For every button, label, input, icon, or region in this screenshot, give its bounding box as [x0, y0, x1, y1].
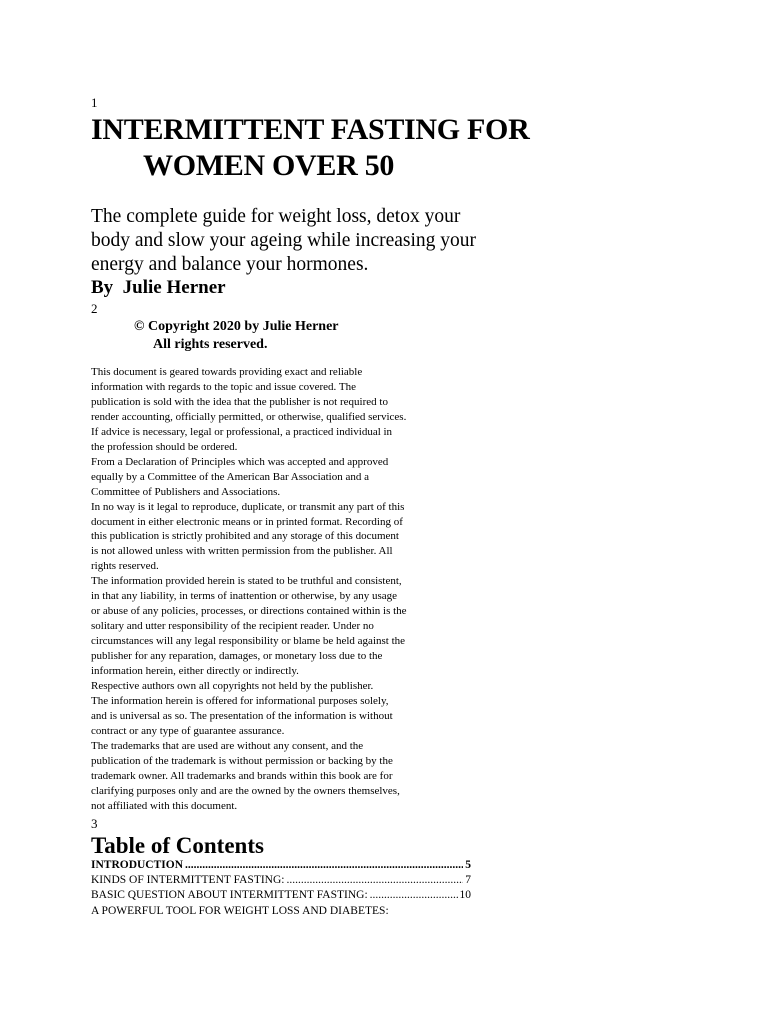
table-of-contents — [91, 858, 471, 919]
disclaimer-line: the profession should be ordered. — [91, 440, 238, 453]
book-title-line-2: WOMEN OVER 50 — [143, 149, 395, 182]
disclaimer-line: The trademarks that are used are without any consent, and the — [91, 739, 364, 752]
disclaimer-line: circumstances will any legal responsibility or blame be held against the — [91, 635, 406, 648]
page-number: 1 — [91, 95, 98, 110]
disclaimer-line: information herein, either directly or indirectly. — [91, 665, 299, 678]
disclaimer-line: publisher for any reparation, damages, or monetary loss due to the — [91, 650, 383, 663]
disclaimer-line: solitary and utter responsibility of the recipient reader. Under no — [91, 620, 374, 633]
legal-disclaimer — [91, 365, 461, 814]
disclaimer-line: Respective authors own all copyrights not held by the publisher. — [91, 680, 374, 693]
toc-entry-powerful-tool[interactable] — [91, 904, 471, 919]
disclaimer-line: is not allowed unless with written permission from the publisher. All — [91, 545, 393, 558]
disclaimer-line: render accounting, officially permitted, or otherwise, qualified services. — [91, 410, 407, 423]
disclaimer-line: document in either electronic means or in printed format. Recording of — [91, 515, 403, 528]
disclaimer-line: publication is sold with the idea that the publisher is not required to — [91, 395, 388, 408]
book-title-line-1: INTERMITTENT FASTING FOR — [91, 113, 530, 146]
disclaimer-line: contract or any type of guarantee assurance. — [91, 724, 285, 737]
copyright-notice — [134, 318, 339, 354]
disclaimer-line: and is universal as so. The presentation of the information is without — [91, 709, 393, 722]
disclaimer-line: equally by a Committee of the American Bar Association and a — [91, 470, 369, 483]
rights-reserved: All rights reserved. — [153, 337, 268, 352]
disclaimer-line: Committee of Publishers and Associations. — [91, 485, 281, 498]
disclaimer-line: This document is geared towards providing exact and reliable — [91, 366, 363, 378]
toc-entry-page: 5 — [465, 859, 471, 871]
copyright-line: © Copyright 2020 by Julie Herner — [134, 319, 339, 334]
toc-entry-label: A POWERFUL TOOL FOR WEIGHT LOSS AND DIABETES: — [91, 904, 389, 917]
toc-entry-label: BASIC QUESTION ABOUT INTERMITTENT FASTING: — [91, 889, 368, 902]
page-number: 3 — [91, 816, 98, 831]
subtitle-line: body and slow your ageing while increasing your — [91, 230, 477, 251]
disclaimer-line: From a Declaration of Principles which was accepted and approved — [91, 455, 389, 468]
toc-entry-basic-question[interactable] — [91, 888, 471, 903]
disclaimer-line: In no way is it legal to reproduce, duplicate, or transmit any part of this — [91, 500, 405, 513]
disclaimer-line: The information provided herein is stated to be truthful and consistent, — [91, 575, 402, 588]
toc-entry-introduction[interactable] — [91, 858, 471, 873]
disclaimer-line: this publication is strictly prohibited and any storage of this document — [91, 530, 399, 543]
toc-leader-dots — [286, 873, 463, 888]
disclaimer-line: in that any liability, in terms of inattention or otherwise, by any usage — [91, 590, 397, 603]
disclaimer-line: clarifying purposes only and are the owned by the owners themselves, — [91, 784, 400, 797]
book-subtitle — [91, 205, 511, 277]
subtitle-line: energy and balance your hormones. — [91, 254, 369, 275]
page-number: 2 — [91, 301, 98, 316]
toc-entry-label: INTRODUCTION — [91, 859, 184, 871]
author-byline: By Julie Herner — [91, 277, 226, 298]
toc-entry-label: KINDS OF INTERMITTENT FASTING: — [91, 874, 285, 887]
disclaimer-line: information with regards to the topic and issue covered. The — [91, 380, 356, 393]
disclaimer-line: rights reserved. — [91, 560, 159, 573]
toc-heading: Table of Contents — [91, 833, 264, 858]
disclaimer-line: not affiliated with this document. — [91, 799, 238, 812]
toc-entry-kinds[interactable] — [91, 873, 471, 888]
subtitle-line: The complete guide for weight loss, detox your — [91, 206, 461, 227]
toc-leader-dots — [185, 858, 463, 873]
disclaimer-line: or abuse of any policies, processes, or directions contained within is the — [91, 605, 407, 618]
book-title — [91, 112, 529, 184]
toc-entry-page: 7 — [465, 874, 471, 887]
disclaimer-line: If advice is necessary, legal or professional, a practiced individual in — [91, 425, 393, 438]
disclaimer-line: The information herein is offered for informational purposes solely, — [91, 694, 389, 707]
disclaimer-line: publication of the trademark is without permission or backing by the — [91, 754, 393, 767]
toc-leader-dots — [370, 888, 458, 903]
disclaimer-line: trademark owner. All trademarks and brands within this book are for — [91, 769, 393, 782]
toc-entry-page: 10 — [459, 889, 471, 902]
